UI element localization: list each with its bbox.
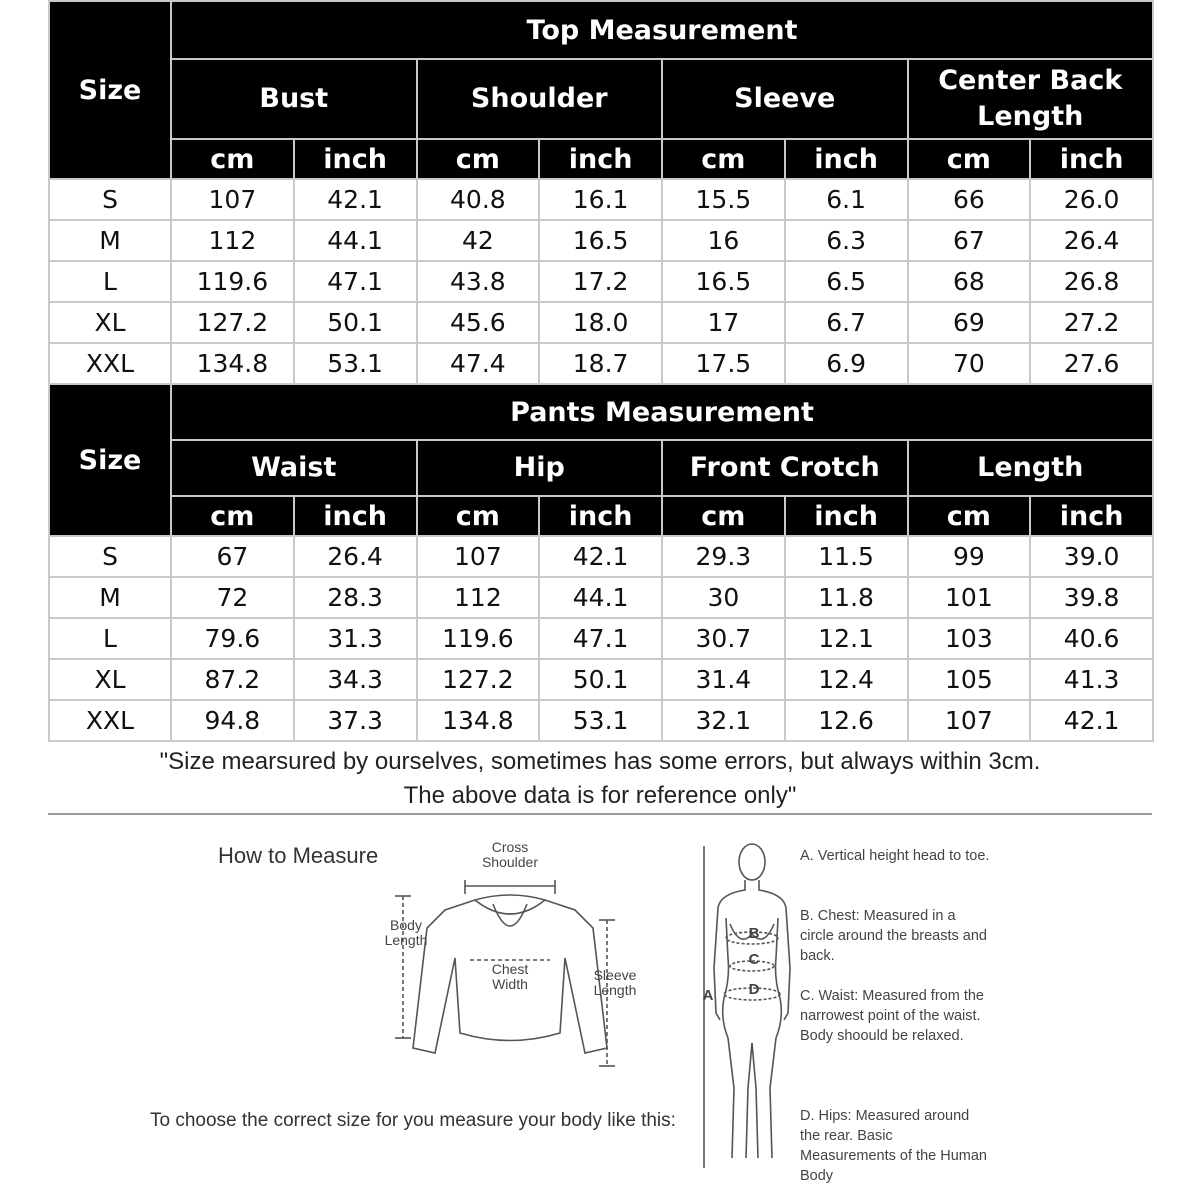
value-cell: 18.0 [539, 302, 662, 343]
table-row [49, 179, 1153, 220]
value-cell: 87.2 [171, 659, 294, 700]
column-header-length: Length [908, 440, 1154, 496]
definition-height: A. Vertical height head to toe. [800, 848, 990, 864]
unit-header-inch: inch [785, 496, 908, 536]
table-row [49, 700, 1153, 741]
value-cell: 16.1 [539, 179, 662, 220]
value-cell: 39.8 [1030, 577, 1153, 618]
definition-chest: B. Chest: Measured in a circle around the breasts and back. [800, 908, 987, 964]
unit-header-inch: inch [294, 139, 417, 179]
table-row [49, 302, 1153, 343]
value-cell: 103 [908, 618, 1031, 659]
value-cell: 16 [662, 220, 785, 261]
value-cell: 47.4 [417, 343, 540, 384]
size-cell: XL [49, 302, 171, 343]
body-outline [714, 880, 790, 1158]
value-cell: 67 [171, 536, 294, 577]
value-cell: 42.1 [1030, 700, 1153, 741]
value-cell: 28.3 [294, 577, 417, 618]
value-cell: 50.1 [294, 302, 417, 343]
value-cell: 99 [908, 536, 1031, 577]
size-cell: S [49, 536, 171, 577]
value-cell: 17.2 [539, 261, 662, 302]
value-cell: 26.4 [294, 536, 417, 577]
value-cell: 43.8 [417, 261, 540, 302]
value-cell: 107 [908, 700, 1031, 741]
value-cell: 107 [417, 536, 540, 577]
size-cell: XXL [49, 343, 171, 384]
garment-collar [475, 895, 545, 900]
size-cell: M [49, 220, 171, 261]
value-cell: 6.9 [785, 343, 908, 384]
size-cell: L [49, 261, 171, 302]
unit-header-cm: cm [171, 496, 294, 536]
value-cell: 30.7 [662, 618, 785, 659]
body-figure [690, 838, 800, 1178]
value-cell: 107 [171, 179, 294, 220]
value-cell: 134.8 [171, 343, 294, 384]
garment-diagram [375, 838, 645, 1078]
size-cell: XL [49, 659, 171, 700]
value-cell: 29.3 [662, 536, 785, 577]
value-cell: 6.1 [785, 179, 908, 220]
value-cell: 101 [908, 577, 1031, 618]
value-cell: 45.6 [417, 302, 540, 343]
table-row [49, 261, 1153, 302]
value-cell: 66 [908, 179, 1031, 220]
how-to-measure-title: How to Measure [218, 843, 379, 868]
value-cell: 41.3 [1030, 659, 1153, 700]
unit-header-cm: cm [908, 496, 1031, 536]
note-line: The above data is for reference only" [403, 782, 797, 809]
value-cell: 42.1 [539, 536, 662, 577]
value-cell: 34.3 [294, 659, 417, 700]
value-cell: 94.8 [171, 700, 294, 741]
column-header-sleeve: Sleeve [662, 59, 908, 139]
value-cell: 112 [417, 577, 540, 618]
table-row [49, 577, 1153, 618]
unit-header-cm: cm [662, 139, 785, 179]
value-cell: 40.8 [417, 179, 540, 220]
body-head [739, 844, 765, 880]
value-cell: 127.2 [171, 302, 294, 343]
measurement-definitions [800, 846, 990, 1186]
value-cell: 50.1 [539, 659, 662, 700]
value-cell: 12.6 [785, 700, 908, 741]
value-cell: 16.5 [539, 220, 662, 261]
unit-header-inch: inch [294, 496, 417, 536]
value-cell: 68 [908, 261, 1031, 302]
size-header: Size [49, 384, 171, 536]
column-header-shoulder: Shoulder [417, 59, 663, 139]
definition-waist: C. Waist: Measured from the narrowest point of the waist. Body shoould be relaxed. [800, 988, 984, 1044]
value-cell: 11.5 [785, 536, 908, 577]
value-cell: 42 [417, 220, 540, 261]
value-cell: 11.8 [785, 577, 908, 618]
value-cell: 42.1 [294, 179, 417, 220]
value-cell: 15.5 [662, 179, 785, 220]
value-cell: 27.6 [1030, 343, 1153, 384]
table-title: Pants Measurement [171, 384, 1153, 440]
unit-header-inch: inch [785, 139, 908, 179]
unit-header-cm: cm [662, 496, 785, 536]
value-cell: 47.1 [294, 261, 417, 302]
unit-header-cm: cm [171, 139, 294, 179]
value-cell: 31.3 [294, 618, 417, 659]
marker-d: D [748, 981, 760, 998]
value-cell: 134.8 [417, 700, 540, 741]
value-cell: 17 [662, 302, 785, 343]
value-cell: 12.4 [785, 659, 908, 700]
value-cell: 17.5 [662, 343, 785, 384]
value-cell: 67 [908, 220, 1031, 261]
sleeve-length-label: Sleeve Length [593, 967, 637, 998]
value-cell: 72 [171, 577, 294, 618]
column-header-waist: Waist [171, 440, 417, 496]
value-cell: 40.6 [1030, 618, 1153, 659]
value-cell: 37.3 [294, 700, 417, 741]
unit-header-inch: inch [1030, 139, 1153, 179]
definition-hips: D. Hips: Measured around the rear. Basic Measurements of the Human Body [800, 1108, 987, 1184]
value-cell: 26.8 [1030, 261, 1153, 302]
value-cell: 119.6 [417, 618, 540, 659]
table-row [49, 659, 1153, 700]
table-row [49, 343, 1153, 384]
top-measurement-table [48, 0, 1154, 385]
unit-header-cm: cm [417, 496, 540, 536]
value-cell: 26.0 [1030, 179, 1153, 220]
size-cell: S [49, 179, 171, 220]
chest-width-label: Chest Width [491, 961, 529, 992]
column-header-bust: Bust [171, 59, 417, 139]
table-row [49, 536, 1153, 577]
marker-b: B [748, 925, 760, 942]
cross-shoulder-label: Cross Shoulder [481, 839, 539, 870]
value-cell: 31.4 [662, 659, 785, 700]
unit-header-inch: inch [539, 496, 662, 536]
value-cell: 79.6 [171, 618, 294, 659]
column-header-hip: Hip [417, 440, 663, 496]
value-cell: 47.1 [539, 618, 662, 659]
value-cell: 105 [908, 659, 1031, 700]
value-cell: 44.1 [539, 577, 662, 618]
value-cell: 6.7 [785, 302, 908, 343]
size-cell: L [49, 618, 171, 659]
pants-measurement-table [48, 383, 1154, 742]
column-header-front-crotch: Front Crotch [662, 440, 908, 496]
value-cell: 70 [908, 343, 1031, 384]
value-cell: 112 [171, 220, 294, 261]
value-cell: 12.1 [785, 618, 908, 659]
garment-neckline [493, 904, 527, 926]
value-cell: 6.5 [785, 261, 908, 302]
value-cell: 26.4 [1030, 220, 1153, 261]
value-cell: 32.1 [662, 700, 785, 741]
value-cell: 119.6 [171, 261, 294, 302]
value-cell: 39.0 [1030, 536, 1153, 577]
unit-header-cm: cm [417, 139, 540, 179]
value-cell: 69 [908, 302, 1031, 343]
instruction-text: To choose the correct size for you measure your body like this: [150, 1110, 676, 1131]
marker-c: C [748, 951, 760, 968]
table-title: Top Measurement [171, 1, 1153, 59]
body-length-label: Body Length [384, 917, 428, 948]
unit-header-cm: cm [908, 139, 1031, 179]
unit-header-inch: inch [539, 139, 662, 179]
table-row [49, 618, 1153, 659]
value-cell: 6.3 [785, 220, 908, 261]
size-header: Size [49, 1, 171, 179]
value-cell: 27.2 [1030, 302, 1153, 343]
column-header-center-back-length: Center Back Length [908, 59, 1154, 139]
value-cell: 16.5 [662, 261, 785, 302]
value-cell: 53.1 [539, 700, 662, 741]
value-cell: 44.1 [294, 220, 417, 261]
value-cell: 53.1 [294, 343, 417, 384]
measurement-note [48, 741, 1152, 815]
marker-a: A [702, 987, 714, 1004]
note-line: "Size mearsured by ourselves, sometimes has some errors, but always within 3cm. [159, 748, 1041, 775]
size-cell: XXL [49, 700, 171, 741]
unit-header-inch: inch [1030, 496, 1153, 536]
value-cell: 127.2 [417, 659, 540, 700]
value-cell: 30 [662, 577, 785, 618]
size-cell: M [49, 577, 171, 618]
value-cell: 18.7 [539, 343, 662, 384]
table-row [49, 220, 1153, 261]
